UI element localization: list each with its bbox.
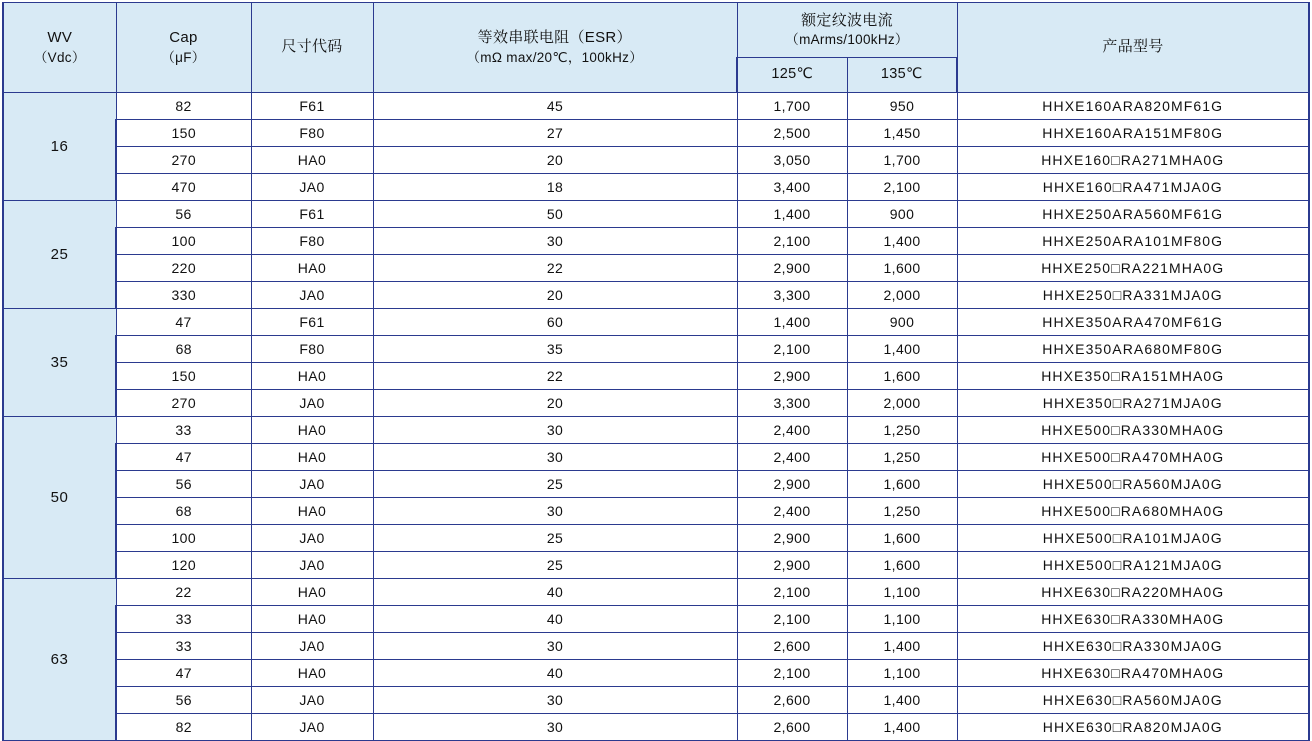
cell-size-code: F61 (251, 201, 373, 228)
cell-capacitance: 220 (116, 255, 251, 282)
cell-part-number: HHXE350□RA151MHA0G (957, 363, 1309, 390)
cell-part-number: HHXE630□RA220MHA0G (957, 579, 1309, 606)
header-size-code: 尺寸代码 (251, 3, 373, 93)
cell-esr: 20 (373, 390, 737, 417)
header-wv-unit: （Vdc） (33, 49, 86, 65)
cell-esr: 22 (373, 255, 737, 282)
cell-ripple-125c: 2,900 (737, 552, 847, 579)
cell-part-number: HHXE160□RA471MJA0G (957, 174, 1309, 201)
cell-ripple-135c: 2,100 (847, 174, 957, 201)
cell-ripple-135c: 1,400 (847, 633, 957, 660)
cell-working-voltage: 50 (3, 417, 116, 579)
cell-capacitance: 56 (116, 471, 251, 498)
cell-ripple-135c: 1,700 (847, 147, 957, 174)
cell-ripple-135c: 1,450 (847, 120, 957, 147)
cell-size-code: JA0 (251, 687, 373, 714)
cell-ripple-125c: 2,900 (737, 525, 847, 552)
cell-size-code: JA0 (251, 390, 373, 417)
cell-ripple-125c: 1,700 (737, 93, 847, 120)
cell-ripple-125c: 2,100 (737, 336, 847, 363)
table-row (3, 498, 1309, 525)
cell-part-number: HHXE250ARA560MF61G (957, 201, 1309, 228)
cell-working-voltage: 63 (3, 579, 116, 741)
cell-ripple-135c: 900 (847, 201, 957, 228)
cell-part-number: HHXE160□RA271MHA0G (957, 147, 1309, 174)
table-row (3, 633, 1309, 660)
cell-capacitance: 56 (116, 201, 251, 228)
cell-capacitance: 33 (116, 417, 251, 444)
cell-esr: 45 (373, 93, 737, 120)
cell-part-number: HHXE500□RA101MJA0G (957, 525, 1309, 552)
cell-capacitance: 270 (116, 147, 251, 174)
cell-esr: 40 (373, 579, 737, 606)
cell-ripple-125c: 2,500 (737, 120, 847, 147)
cell-esr: 40 (373, 606, 737, 633)
cell-size-code: F80 (251, 336, 373, 363)
header-ripple-current (737, 3, 957, 58)
cell-part-number: HHXE160ARA820MF61G (957, 93, 1309, 120)
cell-capacitance: 150 (116, 120, 251, 147)
cell-capacitance: 470 (116, 174, 251, 201)
cell-part-number: HHXE500□RA470MHA0G (957, 444, 1309, 471)
cell-size-code: HA0 (251, 363, 373, 390)
cell-size-code: JA0 (251, 525, 373, 552)
header-ripple-unit: （mArms/100kHz） (785, 32, 909, 48)
cell-capacitance: 82 (116, 714, 251, 741)
cell-part-number: HHXE630□RA330MJA0G (957, 633, 1309, 660)
cell-capacitance: 33 (116, 606, 251, 633)
cell-capacitance: 56 (116, 687, 251, 714)
cell-ripple-135c: 1,400 (847, 336, 957, 363)
cell-ripple-135c: 1,100 (847, 660, 957, 687)
cell-ripple-135c: 2,000 (847, 282, 957, 309)
cell-ripple-125c: 3,300 (737, 390, 847, 417)
cell-ripple-125c: 2,100 (737, 660, 847, 687)
table-row (3, 552, 1309, 579)
cell-part-number: HHXE250ARA101MF80G (957, 228, 1309, 255)
cell-ripple-135c: 1,400 (847, 228, 957, 255)
cell-ripple-125c: 2,600 (737, 633, 847, 660)
cell-part-number: HHXE630□RA820MJA0G (957, 714, 1309, 741)
cell-ripple-125c: 2,900 (737, 471, 847, 498)
cell-part-number: HHXE350ARA470MF61G (957, 309, 1309, 336)
cell-size-code: JA0 (251, 714, 373, 741)
cell-ripple-125c: 3,400 (737, 174, 847, 201)
cell-part-number: HHXE500□RA560MJA0G (957, 471, 1309, 498)
cell-capacitance: 82 (116, 93, 251, 120)
table-row (3, 147, 1309, 174)
cell-esr: 22 (373, 363, 737, 390)
table-row (3, 228, 1309, 255)
table-row (3, 687, 1309, 714)
cell-ripple-135c: 1,250 (847, 417, 957, 444)
cell-esr: 25 (373, 525, 737, 552)
cell-capacitance: 68 (116, 336, 251, 363)
header-cap (116, 3, 251, 93)
cell-ripple-125c: 1,400 (737, 309, 847, 336)
table-row (3, 525, 1309, 552)
cell-ripple-125c: 2,900 (737, 363, 847, 390)
table-row (3, 579, 1309, 606)
cell-size-code: HA0 (251, 255, 373, 282)
cell-esr: 30 (373, 444, 737, 471)
cell-size-code: F80 (251, 120, 373, 147)
header-cap-label: Cap (169, 29, 198, 47)
cell-ripple-135c: 900 (847, 309, 957, 336)
cell-ripple-135c: 950 (847, 93, 957, 120)
cell-part-number: HHXE250□RA221MHA0G (957, 255, 1309, 282)
cell-working-voltage: 35 (3, 309, 116, 417)
cell-working-voltage: 25 (3, 201, 116, 309)
table-row (3, 606, 1309, 633)
cell-ripple-135c: 1,600 (847, 255, 957, 282)
cell-capacitance: 22 (116, 579, 251, 606)
table-row (3, 363, 1309, 390)
cell-ripple-125c: 2,100 (737, 228, 847, 255)
cell-size-code: JA0 (251, 552, 373, 579)
cell-esr: 20 (373, 282, 737, 309)
cell-ripple-135c: 1,600 (847, 552, 957, 579)
cell-esr: 40 (373, 660, 737, 687)
cell-ripple-135c: 1,600 (847, 471, 957, 498)
cell-working-voltage: 16 (3, 93, 116, 201)
cell-capacitance: 68 (116, 498, 251, 525)
cell-capacitance: 47 (116, 660, 251, 687)
cell-ripple-125c: 2,600 (737, 714, 847, 741)
table-row (3, 174, 1309, 201)
cell-ripple-125c: 2,600 (737, 687, 847, 714)
cell-capacitance: 47 (116, 444, 251, 471)
cell-capacitance: 270 (116, 390, 251, 417)
cell-capacitance: 330 (116, 282, 251, 309)
cell-esr: 30 (373, 714, 737, 741)
cell-ripple-135c: 1,600 (847, 363, 957, 390)
cell-ripple-135c: 1,400 (847, 687, 957, 714)
cell-part-number: HHXE500□RA680MHA0G (957, 498, 1309, 525)
table-row (3, 120, 1309, 147)
cell-size-code: HA0 (251, 606, 373, 633)
cell-size-code: HA0 (251, 660, 373, 687)
cell-part-number: HHXE500□RA330MHA0G (957, 417, 1309, 444)
cell-esr: 27 (373, 120, 737, 147)
cell-ripple-125c: 2,100 (737, 579, 847, 606)
cell-part-number: HHXE160ARA151MF80G (957, 120, 1309, 147)
cell-ripple-135c: 1,250 (847, 444, 957, 471)
header-esr-unit: （mΩ max/20℃，100kHz） (466, 49, 643, 65)
table-row (3, 336, 1309, 363)
cell-size-code: HA0 (251, 147, 373, 174)
cell-capacitance: 100 (116, 228, 251, 255)
cell-ripple-135c: 1,100 (847, 606, 957, 633)
cell-esr: 50 (373, 201, 737, 228)
cell-ripple-135c: 1,250 (847, 498, 957, 525)
header-esr-label: 等效串联电阻（ESR） (477, 29, 632, 47)
cell-ripple-135c: 1,600 (847, 525, 957, 552)
cell-size-code: HA0 (251, 498, 373, 525)
table-row (3, 282, 1309, 309)
table-row (3, 255, 1309, 282)
table-row (3, 660, 1309, 687)
cell-part-number: HHXE630□RA470MHA0G (957, 660, 1309, 687)
cell-part-number: HHXE350□RA271MJA0G (957, 390, 1309, 417)
table-body (3, 93, 1309, 741)
cell-ripple-135c: 1,400 (847, 714, 957, 741)
cell-esr: 25 (373, 471, 737, 498)
cell-ripple-125c: 2,400 (737, 498, 847, 525)
cell-capacitance: 33 (116, 633, 251, 660)
table-header (3, 3, 1309, 93)
table-row (3, 417, 1309, 444)
header-ripple-125c: 125℃ (737, 58, 847, 93)
cell-ripple-125c: 3,300 (737, 282, 847, 309)
header-wv (3, 3, 116, 93)
cell-esr: 30 (373, 498, 737, 525)
cell-esr: 18 (373, 174, 737, 201)
cell-esr: 30 (373, 687, 737, 714)
cell-esr: 30 (373, 633, 737, 660)
cell-size-code: JA0 (251, 471, 373, 498)
header-ripple-label: 额定纹波电流 (801, 11, 893, 29)
cell-part-number: HHXE500□RA121MJA0G (957, 552, 1309, 579)
cell-size-code: JA0 (251, 633, 373, 660)
cell-part-number: HHXE250□RA331MJA0G (957, 282, 1309, 309)
header-ripple-135c: 135℃ (847, 58, 957, 93)
cell-esr: 60 (373, 309, 737, 336)
table-row (3, 444, 1309, 471)
cell-size-code: HA0 (251, 444, 373, 471)
cell-size-code: JA0 (251, 282, 373, 309)
cell-size-code: F80 (251, 228, 373, 255)
cell-ripple-125c: 1,400 (737, 201, 847, 228)
cell-size-code: HA0 (251, 579, 373, 606)
cell-esr: 35 (373, 336, 737, 363)
cell-part-number: HHXE630□RA560MJA0G (957, 687, 1309, 714)
cell-ripple-135c: 1,100 (847, 579, 957, 606)
cell-ripple-125c: 2,400 (737, 444, 847, 471)
header-cap-unit: （μF） (161, 49, 206, 65)
table-row (3, 201, 1309, 228)
cell-size-code: F61 (251, 93, 373, 120)
cell-ripple-125c: 2,400 (737, 417, 847, 444)
cell-ripple-135c: 2,000 (847, 390, 957, 417)
header-wv-label: WV (47, 29, 73, 47)
cell-size-code: F61 (251, 309, 373, 336)
header-esr (373, 3, 737, 93)
cell-ripple-125c: 2,900 (737, 255, 847, 282)
header-part-number: 产品型号 (957, 3, 1309, 93)
cell-esr: 30 (373, 228, 737, 255)
cell-size-code: HA0 (251, 417, 373, 444)
cell-part-number: HHXE630□RA330MHA0G (957, 606, 1309, 633)
table-row (3, 390, 1309, 417)
specification-table (2, 2, 1310, 741)
cell-esr: 30 (373, 417, 737, 444)
cell-size-code: JA0 (251, 174, 373, 201)
cell-esr: 25 (373, 552, 737, 579)
cell-ripple-125c: 3,050 (737, 147, 847, 174)
cell-part-number: HHXE350ARA680MF80G (957, 336, 1309, 363)
table-row (3, 309, 1309, 336)
header-row-primary (3, 3, 1309, 58)
cell-capacitance: 100 (116, 525, 251, 552)
cell-capacitance: 150 (116, 363, 251, 390)
cell-capacitance: 120 (116, 552, 251, 579)
table-row (3, 471, 1309, 498)
cell-esr: 20 (373, 147, 737, 174)
table-row (3, 93, 1309, 120)
cell-ripple-125c: 2,100 (737, 606, 847, 633)
cell-capacitance: 47 (116, 309, 251, 336)
